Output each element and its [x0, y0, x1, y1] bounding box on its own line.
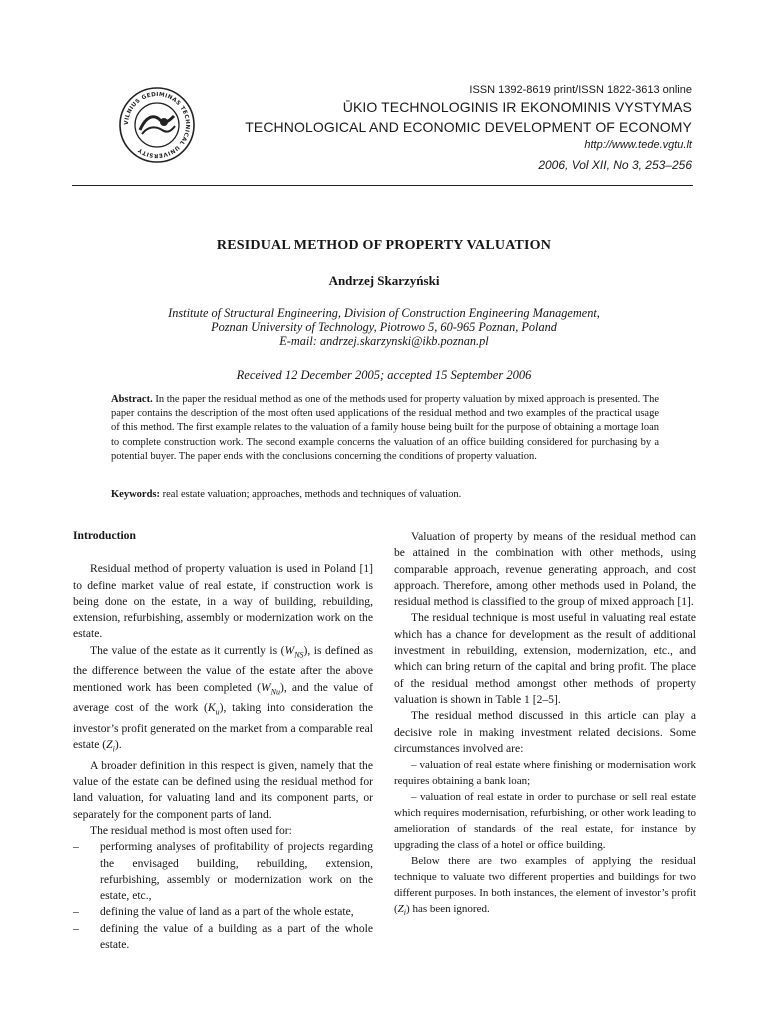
list-item: – defining the value of a building as a part of the whole estate.: [73, 921, 373, 954]
paragraph-4: The residual method is most often used for:: [90, 824, 292, 837]
affiliation-line-1: Institute of Structural Engineering, Division of Construction Engineering Management,: [168, 306, 600, 320]
right-column: [394, 529, 696, 921]
list-item: – performing analyses of profitability of projects regarding the envisaged building, rebuilding, extension, refurbishing, assembly or modernization work on the estate, etc.,: [73, 839, 373, 904]
journal-title-english: TECHNOLOGICAL AND ECONOMIC DEVELOPMENT OF ECONOMY: [245, 119, 692, 135]
left-column: [73, 528, 373, 953]
paragraph-3: A broader definition in this respect is given, namely that the value of the estate can be defined using the residual method for land valuation, for valuating land and its component parts, or separately for the component parts of land.: [73, 758, 373, 821]
journal-title-lithuanian: ŪKIO TECHNOLOGINIS IR EKONOMINIS VYSTYMAS: [342, 99, 692, 115]
paragraph-r6: Below there are two examples of applying the residual technique to valuate two different properties and buildings for two different purposes. In both instances, the element of investor’s profit $(Z_i)$ has been ignored.: [394, 855, 696, 918]
author-name: Andrzej Skarzyński: [328, 273, 440, 288]
keywords: [111, 488, 659, 502]
paragraph-r3: The residual method discussed in this article can play a decisive role in making investment related decisions. Some circumstances involved are:: [394, 709, 696, 755]
svg-text:VILNIUS GEDIMINAS TECHNICAL UN: VILNIUS GEDIMINAS TECHNICAL UNIVERSITY: [123, 91, 191, 159]
keywords-text: real estate valuation; approaches, methods and techniques of valuation.: [160, 489, 462, 500]
issn-line: ISSN 1392-8619 print/ISSN 1822-3613 online: [469, 84, 692, 96]
keywords-label: Keywords:: [111, 489, 160, 500]
paper-title: RESIDUAL METHOD OF PROPERTY VALUATION: [216, 238, 552, 253]
abstract-label: Abstract.: [111, 394, 153, 405]
paragraph-1: Residual method of property valuation is used in Poland [1] to define market value of real estate, if construction work is being done on the estate, in a way of building, rebuilding, extension, refurbishing, assembly or modernization work on the estate.: [73, 562, 373, 641]
header-divider: [72, 185, 693, 186]
received-dates: Received 12 December 2005; accepted 15 September 2006: [236, 368, 532, 382]
journal-url-link[interactable]: http://www.tede.vgtu.lt: [584, 139, 692, 151]
abstract: [111, 393, 659, 464]
affiliation-email: E-mail: andrzej.skarzynski@ikb.poznan.pl: [279, 334, 489, 348]
paragraph-2: The value of the estate as it currently is $(W_{NS})$, is defined as the difference between the value of the estate after the above mentioned work has been completed $(W_{Nu})$, and the value of average cost of the work $(K_u)$, taking into consideration the investor’s profit generated on the market from a comparable real estate $(Z_i)$.: [73, 643, 373, 754]
usage-list: [73, 839, 373, 953]
abstract-text: In the paper the residual method as one of the methods used for property valuation by mixed approach is presented. The paper contains the description of the most often used applications of the residual method and two examples of the practical usage of this method. The first example relates to the valuation of a family house being built for the purpose of obtaining a mortage loan to complete construction work. The second example concerns the valuation of an office building considered for purchasing by a potential buyer. The paper ends with the conclusions concerning the conditions of property valuation.: [111, 394, 659, 462]
paragraph-r4: – valuation of real estate where finishing or modernisation work requires obtaining a bank loan;: [394, 759, 696, 788]
volume-info: 2006, Vol XII, No 3, 253–256: [538, 158, 692, 172]
introduction-heading: Introduction: [73, 529, 136, 542]
paragraph-r5: – valuation of real estate in order to purchase or sell real estate which requires modernisation, refurbishing, or other work leading to amelioration of standards of the real estate, for instance by upgrading the class of a hotel or office building.: [394, 791, 696, 852]
affiliation-line-2: Poznan University of Technology, Piotrowo 5, 60-965 Poznan, Poland: [211, 320, 557, 334]
paragraph-r2: The residual technique is most useful in valuating real estate which has a chance for development as the result of additional investment in rebuilding, extension, modernization, etc., and which can bring return of the capital and bring profit. The place of the residual method amongst other methods of property valuation is shown in Table 1 [2–5].: [394, 611, 696, 706]
list-item: – defining the value of land as a part of the whole estate,: [73, 904, 373, 920]
university-seal-logo: [118, 86, 196, 164]
paragraph-r1: Valuation of property by means of the residual method can be attained in the combination with other methods, using comparable approach, revenue generating approach, and cost approach. Therefore, among other methods used in Poland, the residual method is classified to the group of mixed approach [1].: [394, 530, 696, 609]
